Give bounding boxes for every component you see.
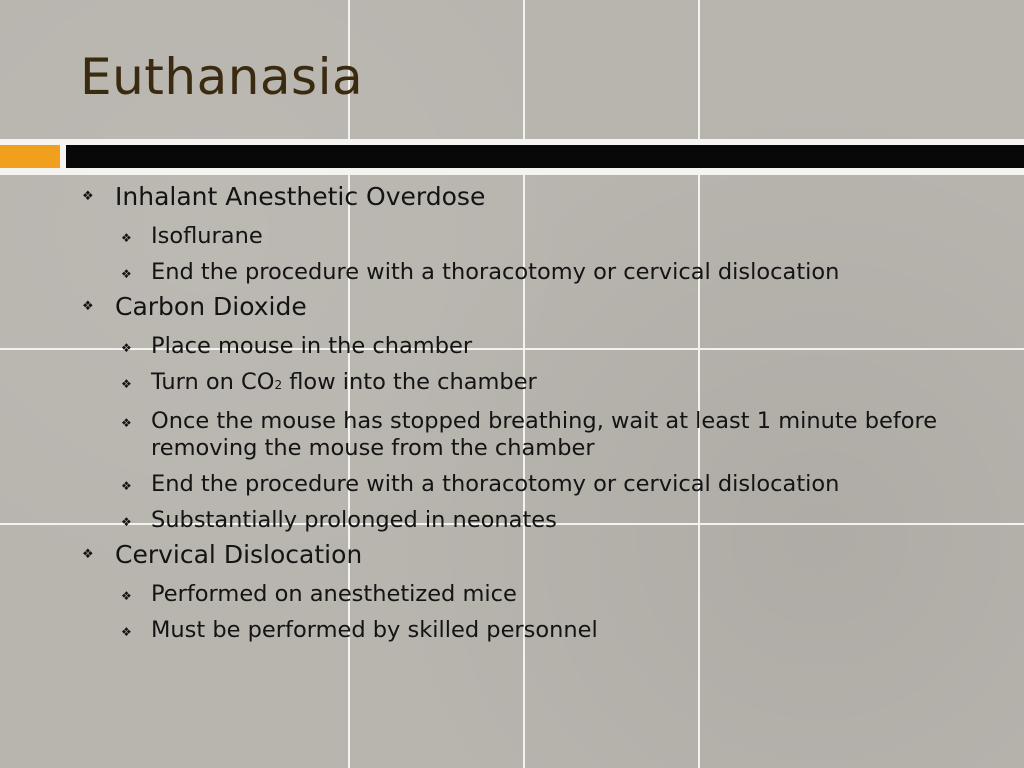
list-item-text: Substantially prolonged in neonates [151,507,557,533]
list-item [115,617,1000,644]
section-carbon-dioxide [80,290,1000,324]
list-item [115,507,1000,534]
section-heading: Carbon Dioxide [115,292,307,321]
co2-text: Turn on CO [151,369,275,395]
diamond-bullet-icon: ❖ [121,625,132,639]
list-item [115,259,1000,286]
list-item-text [151,369,537,395]
list-item [115,369,1000,399]
accent-bar-orange [0,145,60,168]
list-item [115,581,1000,608]
section-inhalant-anesthetic-overdose [80,180,1000,214]
list-item [115,471,1000,498]
diamond-bullet-icon: ❖ [121,377,132,391]
list-item-text: Once the mouse has stopped breathing, wait at least 1 minute before removing the mouse from the chamber [151,408,938,461]
diamond-bullet-icon: ❖ [121,589,132,603]
list-item-text: Place mouse in the chamber [151,333,473,359]
diamond-bullet-icon: ❖ [121,341,132,355]
bullet-list [80,178,1000,644]
list-item-text: End the procedure with a thoracotomy or cervical dislocation [151,259,840,285]
co2-subscript: 2 [274,378,283,392]
section-heading: Cervical Dislocation [115,540,363,569]
diamond-bullet-icon: ❖ [82,189,94,204]
diamond-bullet-icon: ❖ [121,416,132,430]
slide-title: Euthanasia [80,48,364,106]
list-item [115,223,1000,250]
list-item-text: Isoflurane [151,223,263,249]
diamond-bullet-icon: ❖ [82,299,94,314]
list-item-text: Must be performed by skilled personnel [151,617,598,643]
list-item-text: End the procedure with a thoracotomy or cervical dislocation [151,471,840,497]
diamond-bullet-icon: ❖ [121,267,132,281]
diamond-bullet-icon: ❖ [121,515,132,529]
diamond-bullet-icon: ❖ [121,231,132,245]
accent-bar-black [66,145,1024,168]
diamond-bullet-icon: ❖ [82,547,94,562]
co2-text-after: flow into the chamber [282,369,537,395]
section-cervical-dislocation [80,538,1000,572]
list-item-text: Performed on anesthetized mice [151,581,517,607]
list-item [115,408,1000,462]
list-item [115,333,1000,360]
diamond-bullet-icon: ❖ [121,479,132,493]
section-heading: Inhalant Anesthetic Overdose [115,182,486,211]
